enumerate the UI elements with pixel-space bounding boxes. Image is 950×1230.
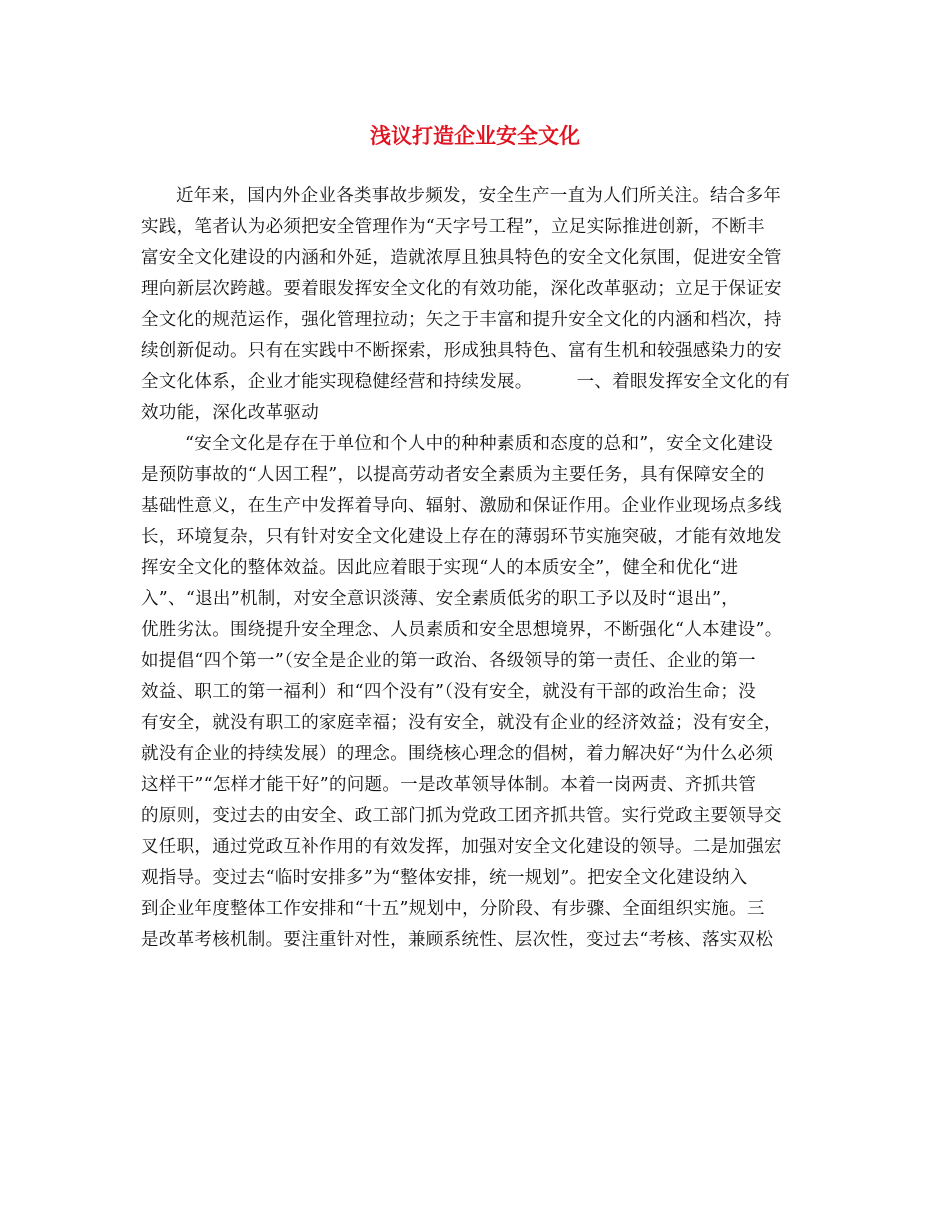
paragraph-line: 实践，笔者认为必须把安全管理作为“天字号工程”，立足实际推进创新，不断丰: [141, 217, 765, 237]
paragraph-line: 理向新层次跨越。要着眼发挥安全文化的有效功能，深化改革驱动；立足于保证安: [141, 279, 782, 299]
paragraph-text: 全文化体系，企业才能实现稳健经营和持续发展。: [141, 372, 533, 392]
paragraph-line: 富安全文化建设的内涵和外延，造就浓厚且独具特色的安全文化氛围，促进安全管: [141, 248, 782, 268]
paragraph-line: 是预防事故的“人因工程”，以提高劳动者安全素质为主要任务，具有保障安全的: [141, 465, 765, 485]
paragraph-line: 的原则，变过去的由安全、政工部门抓为党政工团齐抓共管。实行党政主要领导交: [141, 806, 782, 826]
paragraph-line: 就没有企业的持续发展）的理念。围绕核心理念的倡树，着力解决好“为什么必须: [141, 744, 774, 764]
paragraph-line: 有安全，就没有职工的家庭幸福；没有安全，就没有企业的经济效益；没有安全，: [141, 713, 782, 733]
paragraph-line: 观指导。变过去“临时安排多”为“整体安排，统一规划”。把安全文化建设纳入: [141, 868, 748, 888]
paragraph-line: 长，环境复杂，只有针对安全文化建设上存在的薄弱环节实施突破，才能有效地发: [141, 527, 782, 547]
section-heading: 一、着眼发挥安全文化的有: [576, 372, 791, 392]
paragraph-line: 叉任职，通过党政互补作用的有效发挥，加强对安全文化建设的领导。二是加强宏: [141, 837, 782, 857]
paragraph-line: 是改革考核机制。要注重针对性，兼顾系统性、层次性，变过去“考核、落实双松: [141, 930, 774, 950]
paragraph-line: 优胜劣汰。围绕提升安全理念、人员素质和安全思想境界，不断强化“人本建设”。: [141, 620, 783, 640]
paragraph-line: 入”、“退出”机制，对安全意识淡薄、安全素质低劣的职工予以及时“退出”，: [141, 589, 740, 609]
document-title: 浅议打造企业安全文化: [370, 123, 580, 148]
paragraph-line-with-heading: [141, 367, 811, 398]
document-body: [141, 181, 811, 956]
paragraph-line: 到企业年度整体工作安排和“十五”规划中，分阶段、有步骤、全面组织实施。三: [141, 899, 765, 919]
paragraph-line: 全文化的规范运作，强化管理拉动；矢之于丰富和提升安全文化的内涵和档次，持: [141, 310, 782, 330]
section-heading-continued: 效功能，深化改革驱动: [141, 403, 319, 423]
paragraph-line: 这样干”“怎样才能干好”的问题。一是改革领导体制。本着一岗两责、齐抓共管: [141, 775, 757, 795]
paragraph-line: 效益、职工的第一福利）和“四个没有”（没有安全，就没有干部的政治生命；没: [141, 682, 756, 702]
paragraph-line: 基础性意义，在生产中发挥着导向、辐射、激励和保证作用。企业作业现场点多线: [141, 496, 782, 516]
paragraph-line: 续创新促动。只有在实践中不断探索，形成独具特色、富有生机和较强感染力的安: [141, 341, 782, 361]
paragraph-line: “安全文化是存在于单位和个人中的种种素质和态度的总和”，安全文化建设: [185, 434, 774, 454]
paragraph-line: 近年来，国内外企业各类事故步频发，安全生产一直为人们所关注。结合多年: [176, 186, 782, 206]
paragraph-line: 挥安全文化的整体效益。因此应着眼于实现“人的本质安全”，健全和优化“进: [141, 558, 739, 578]
paragraph-line: 如提倡“四个第一”（安全是企业的第一政治、各级领导的第一责任、企业的第一: [141, 651, 756, 671]
